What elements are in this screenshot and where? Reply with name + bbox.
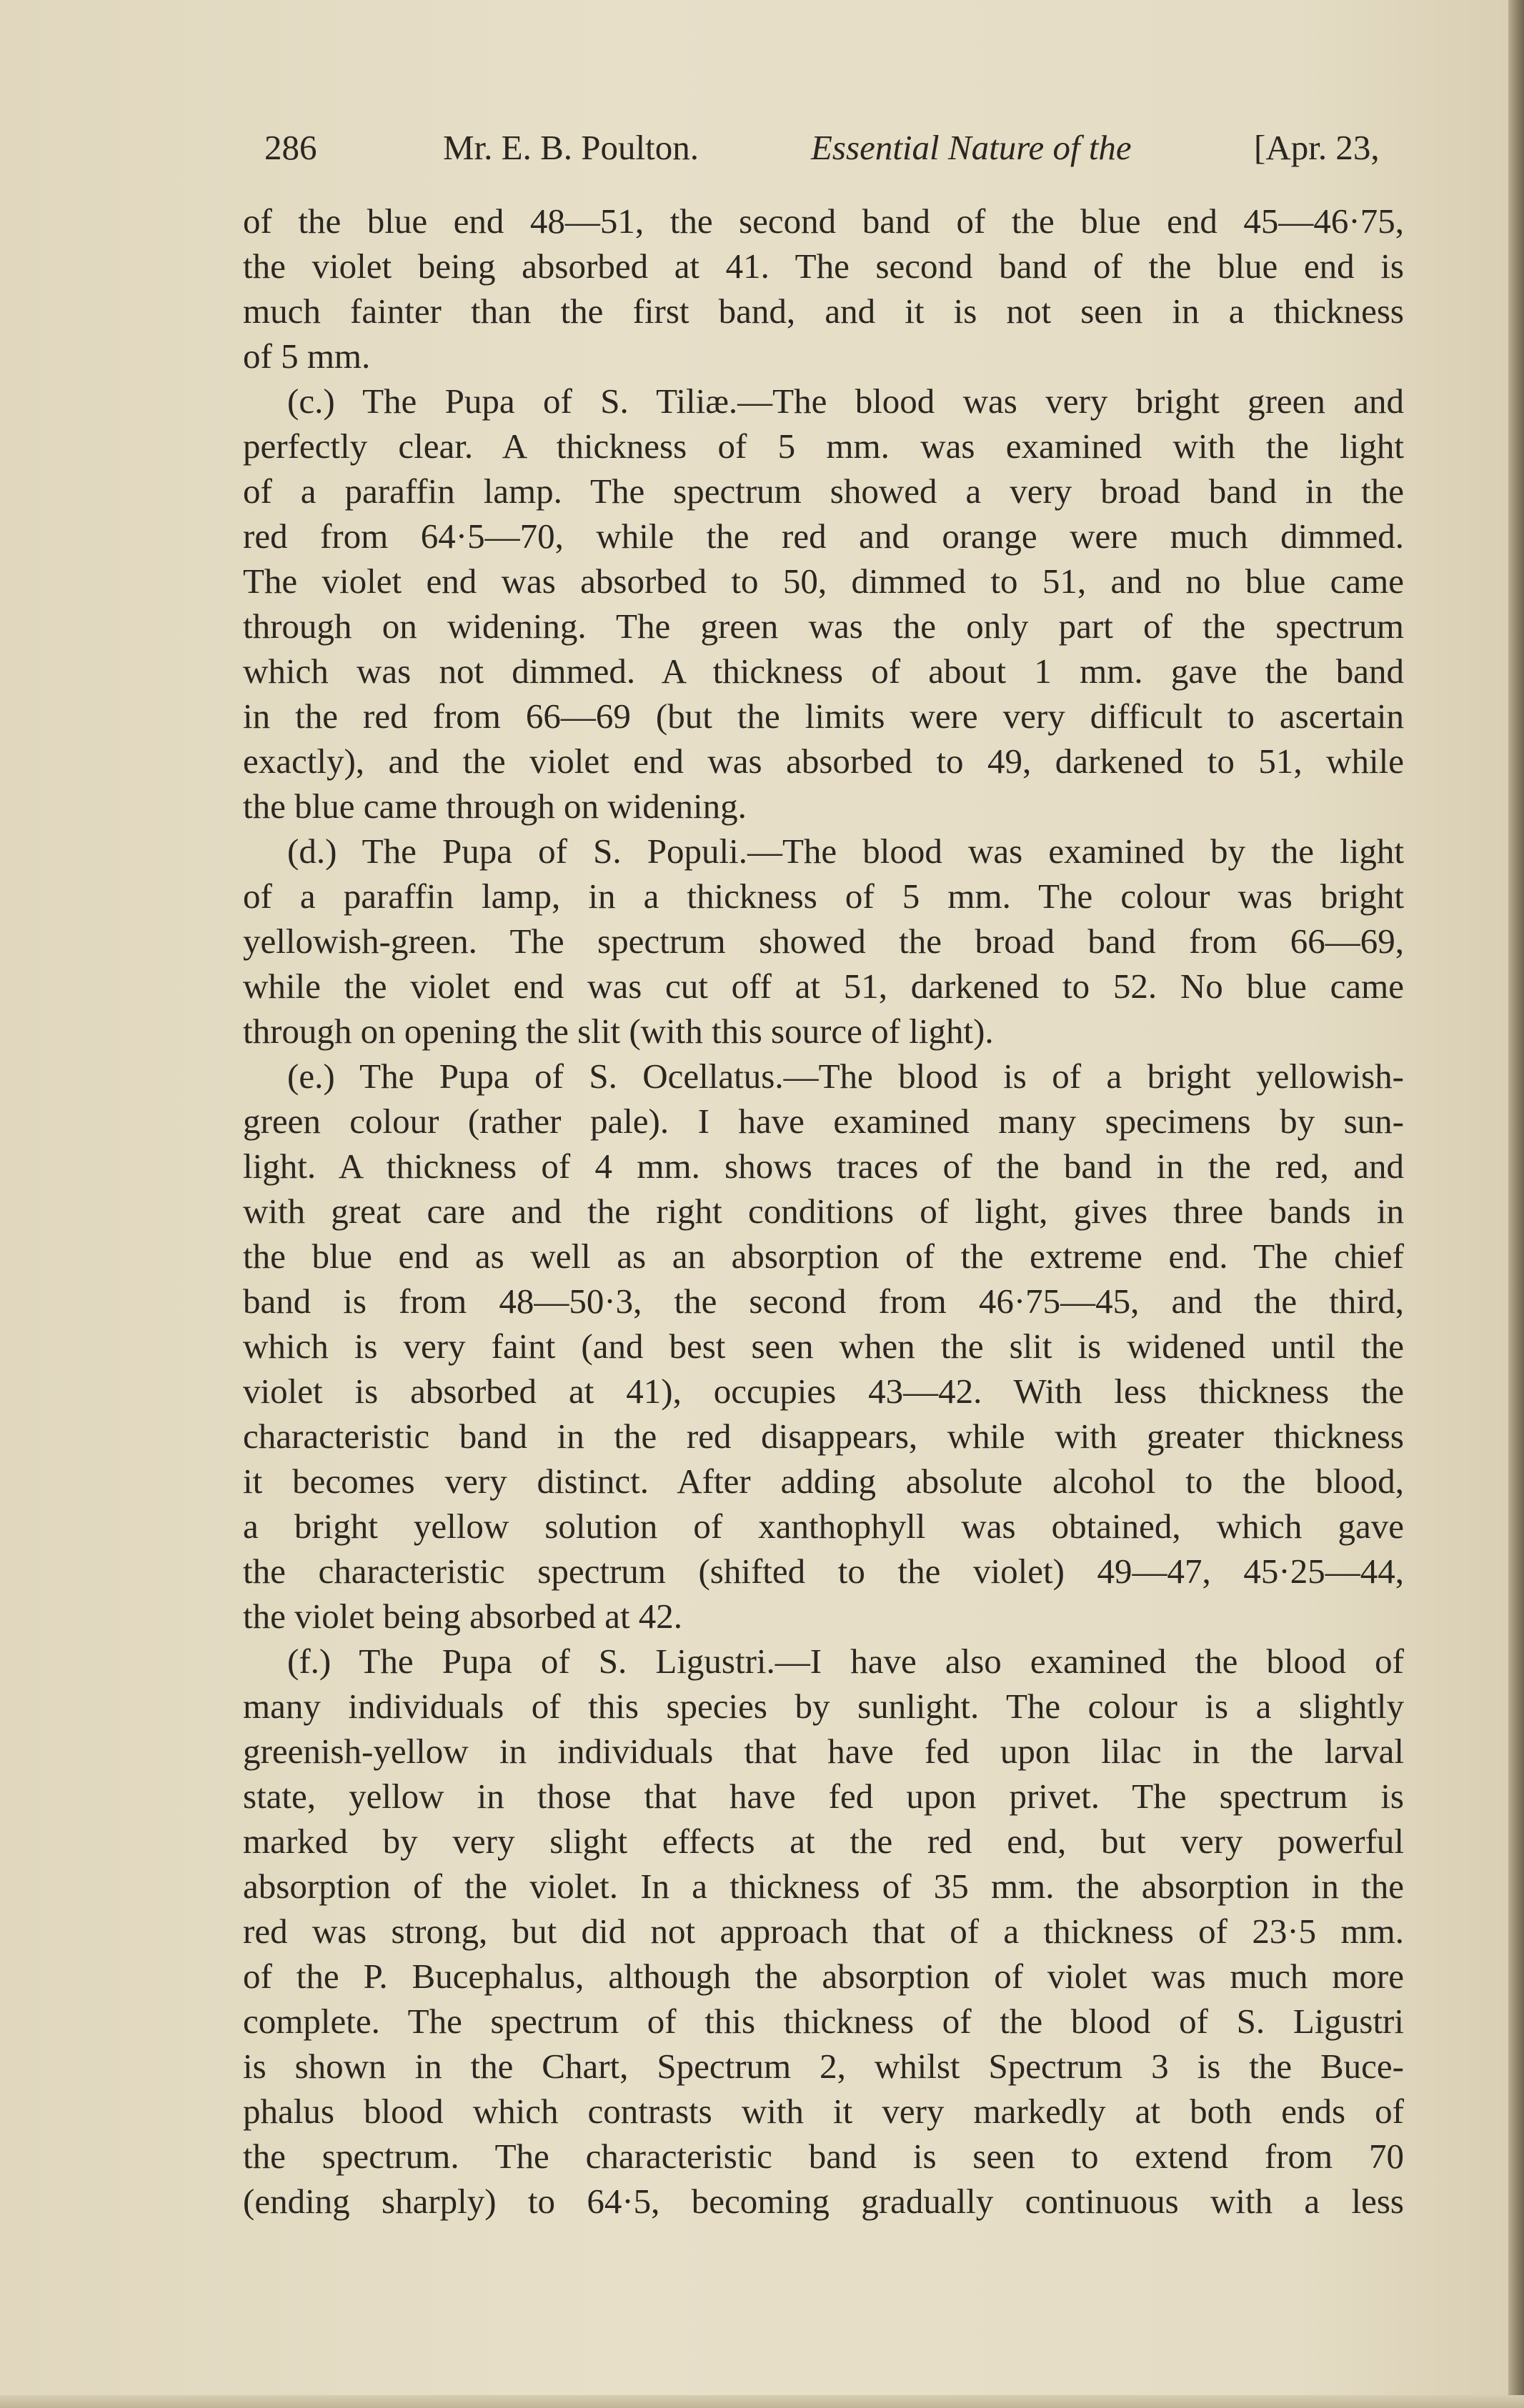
text-line: red from 64·5—70, while the red and orange were much dimmed.	[243, 516, 1404, 556]
text-line: light. A thickness of 4 mm. shows traces of the band in the red, and	[243, 1146, 1404, 1186]
text-line: characteristic band in the red disappears, while with greater thickness	[243, 1417, 1404, 1456]
text-line: the characteristic spectrum (shifted to the violet) 49—47, 45·25—44,	[243, 1552, 1404, 1591]
text-line: it becomes very distinct. After adding absolute alcohol to the blood,	[243, 1462, 1404, 1501]
text-line: of 5 mm.	[243, 336, 371, 376]
text-line: violet is absorbed at 41), occupies 43—42. With less thickness the	[243, 1372, 1404, 1411]
text-line: green colour (rather pale). I have examined many specimens by sun-	[243, 1101, 1404, 1141]
page-edge-shadow	[1508, 0, 1524, 2408]
text-line: much fainter than the first band, and it is not seen in a thickness	[243, 291, 1404, 331]
text-line: (d.) The Pupa of S. Populi.—The blood was examined by the light	[287, 831, 1404, 871]
page-number: 286	[264, 128, 317, 167]
text-line: of the blue end 48—51, the second band of the blue end 45—46·75,	[243, 201, 1404, 241]
text-line: the blue end as well as an absorption of the extreme end. The chief	[243, 1237, 1404, 1276]
text-line: the violet being absorbed at 41. The second band of the blue end is	[243, 246, 1404, 286]
text-line: perfectly clear. A thickness of 5 mm. was examined with the light	[243, 426, 1404, 466]
text-line: which is very faint (and best seen when the slit is widened until the	[243, 1327, 1404, 1366]
page-bottom-edge	[0, 2395, 1524, 2408]
text-line: with great care and the right conditions of light, gives three bands in	[243, 1191, 1404, 1231]
text-line: (e.) The Pupa of S. Ocellatus.—The blood is of a bright yellowish-	[287, 1056, 1404, 1096]
text-line: exactly), and the violet end was absorbed to 49, darkened to 51, while	[243, 741, 1404, 781]
text-line: state, yellow in those that have fed upon privet. The spectrum is	[243, 1777, 1404, 1816]
text-line: band is from 48—50·3, the second from 46·75—45, and the third,	[243, 1282, 1404, 1321]
text-line: many individuals of this species by sunlight. The colour is a slightly	[243, 1687, 1404, 1726]
text-line: is shown in the Chart, Spectrum 2, whilst Spectrum 3 is the Buce-	[243, 2047, 1404, 2086]
text-line: the spectrum. The characteristic band is seen to extend from 70	[243, 2137, 1404, 2176]
text-line: while the violet end was cut off at 51, darkened to 52. No blue came	[243, 966, 1404, 1006]
text-line: through on widening. The green was the only part of the spectrum	[243, 606, 1404, 646]
text-line: a bright yellow solution of xanthophyll was obtained, which gave	[243, 1507, 1404, 1546]
text-line: through on opening the slit (with this source of light).	[243, 1011, 994, 1051]
text-line: of a paraffin lamp. The spectrum showed a very broad band in the	[243, 471, 1404, 511]
text-line: the blue came through on widening.	[243, 786, 747, 826]
text-line: in the red from 66—69 (but the limits were very difficult to ascertain	[243, 696, 1404, 736]
body-text	[243, 199, 1404, 2224]
text-line: The violet end was absorbed to 50, dimmed to 51, and no blue came	[243, 561, 1404, 601]
running-head-title: Essential Nature of the	[811, 128, 1132, 167]
text-line: (ending sharply) to 64·5, becoming gradually continuous with a less	[243, 2182, 1404, 2221]
text-line: phalus blood which contrasts with it very markedly at both ends of	[243, 2092, 1404, 2131]
running-head-date: [Apr. 23,	[1254, 128, 1380, 167]
text-line: (f.) The Pupa of S. Ligustri.—I have also examined the blood of	[287, 1642, 1404, 1681]
text-line: of the P. Bucephalus, although the absorption of violet was much more	[243, 1957, 1404, 1996]
text-line: absorption of the violet. In a thickness of 35 mm. the absorption in the	[243, 1867, 1404, 1906]
text-line: complete. The spectrum of this thickness of the blood of S. Ligustri	[243, 2002, 1404, 2041]
running-head	[264, 127, 1415, 177]
running-head-author: Mr. E. B. Poulton.	[443, 128, 699, 167]
text-line: which was not dimmed. A thickness of about 1 mm. gave the band	[243, 651, 1404, 691]
text-line: (c.) The Pupa of S. Tiliæ.—The blood was very bright green and	[287, 381, 1404, 421]
text-line: marked by very slight effects at the red end, but very powerful	[243, 1822, 1404, 1861]
text-line: greenish-yellow in individuals that have fed upon lilac in the larval	[243, 1732, 1404, 1771]
text-line: of a paraffin lamp, in a thickness of 5 mm. The colour was bright	[243, 876, 1404, 916]
text-line: yellowish-green. The spectrum showed the broad band from 66—69,	[243, 921, 1404, 961]
text-line: the violet being absorbed at 42.	[243, 1597, 683, 1636]
text-line: red was strong, but did not approach that of a thickness of 23·5 mm.	[243, 1912, 1404, 1951]
